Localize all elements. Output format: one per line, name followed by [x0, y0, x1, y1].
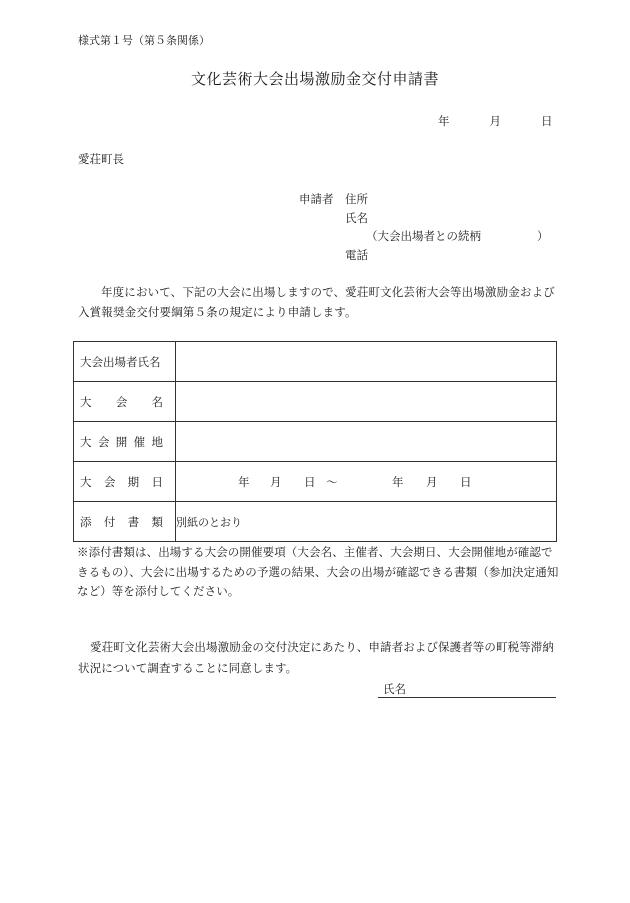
table-row-participant — [74, 342, 557, 382]
date-year: 年 — [438, 114, 450, 128]
label-char: 日 — [151, 474, 163, 489]
signature-name-label: 氏名 — [383, 682, 406, 696]
label-char: 催 — [133, 434, 146, 449]
application-date — [438, 113, 553, 129]
venue-label-cell — [74, 422, 176, 462]
label-char: 添 — [80, 514, 92, 529]
attachment-value[interactable]: 別紙のとおり — [176, 502, 557, 542]
period-label — [80, 474, 163, 490]
table-row-event — [74, 382, 557, 422]
period-label-cell — [74, 462, 176, 502]
attachment-note: ※添付書類は、出場する大会の開催要項（大会名、主催者、大会期日、大会開催地が確認できるもの）、大会に出場するための予選の結果、大会の出場が確認できる書類（参加決定通知など）等を添付してください。 — [77, 545, 559, 598]
document-title: 文化芸術大会出場激励金交付申請書 — [190, 70, 439, 88]
end-year: 年 — [392, 475, 404, 489]
label-char: 会 — [103, 474, 116, 489]
table-row-venue — [74, 422, 557, 462]
label-char: 類 — [151, 514, 163, 529]
label-char: 地 — [151, 434, 163, 449]
applicant-name-label: 氏名 — [345, 211, 368, 225]
signature-line[interactable] — [378, 697, 556, 698]
date-month: 月 — [489, 114, 501, 128]
participant-name-label: 大会出場者氏名 — [74, 342, 176, 382]
venue-label — [80, 434, 163, 450]
label-char: 大 — [80, 394, 92, 409]
event-info-table — [73, 341, 557, 542]
applicant-relation-label: （大会出場者との続柄 — [366, 229, 481, 243]
start-day: 日 — [304, 475, 316, 489]
table-row-attachment — [74, 502, 557, 542]
period-values — [176, 462, 556, 501]
period-field[interactable] — [176, 462, 557, 502]
attachment-label — [80, 514, 163, 530]
applicant-address-label: 住所 — [345, 192, 368, 206]
label-char: 大 — [80, 474, 92, 489]
applicant-label: 申請者 — [299, 192, 334, 206]
venue-field[interactable] — [176, 422, 557, 462]
period-tilde: ～ — [326, 475, 338, 489]
attachment-label-cell — [74, 502, 176, 542]
event-name-field[interactable] — [176, 382, 557, 422]
label-char: 会 — [97, 434, 110, 449]
end-day: 日 — [460, 475, 472, 489]
participant-name-field[interactable] — [176, 342, 557, 382]
label-char: 名 — [151, 394, 163, 409]
date-day: 日 — [541, 114, 553, 128]
form-number: 様式第１号（第５条関係） — [78, 34, 210, 47]
event-name-label-cell — [74, 382, 176, 422]
label-char: 大 — [80, 434, 92, 449]
label-char: 開 — [115, 434, 128, 449]
start-month: 月 — [270, 475, 282, 489]
label-char: 期 — [127, 474, 140, 489]
event-name-label — [80, 394, 163, 410]
end-month: 月 — [426, 475, 438, 489]
applicant-phone-label: 電話 — [345, 248, 368, 262]
start-year: 年 — [238, 475, 250, 489]
intro-paragraph: 年度において、下記の大会に出場しますので、愛荘町文化芸術大会等出場激励金および入賞報奨金交付要綱第５条の規定により申請します。 — [78, 285, 555, 319]
table-row-period — [74, 462, 557, 502]
label-char: 書 — [127, 514, 140, 529]
addressee: 愛荘町長 — [78, 152, 124, 166]
consent-paragraph: 愛荘町文化芸術大会出場激励金の交付決定にあたり、申請者および保護者等の町税等滞納状況について調査することに同意します。 — [78, 640, 554, 675]
applicant-relation-close: ） — [537, 229, 549, 243]
label-char: 付 — [103, 514, 116, 529]
label-char: 会 — [115, 394, 128, 409]
